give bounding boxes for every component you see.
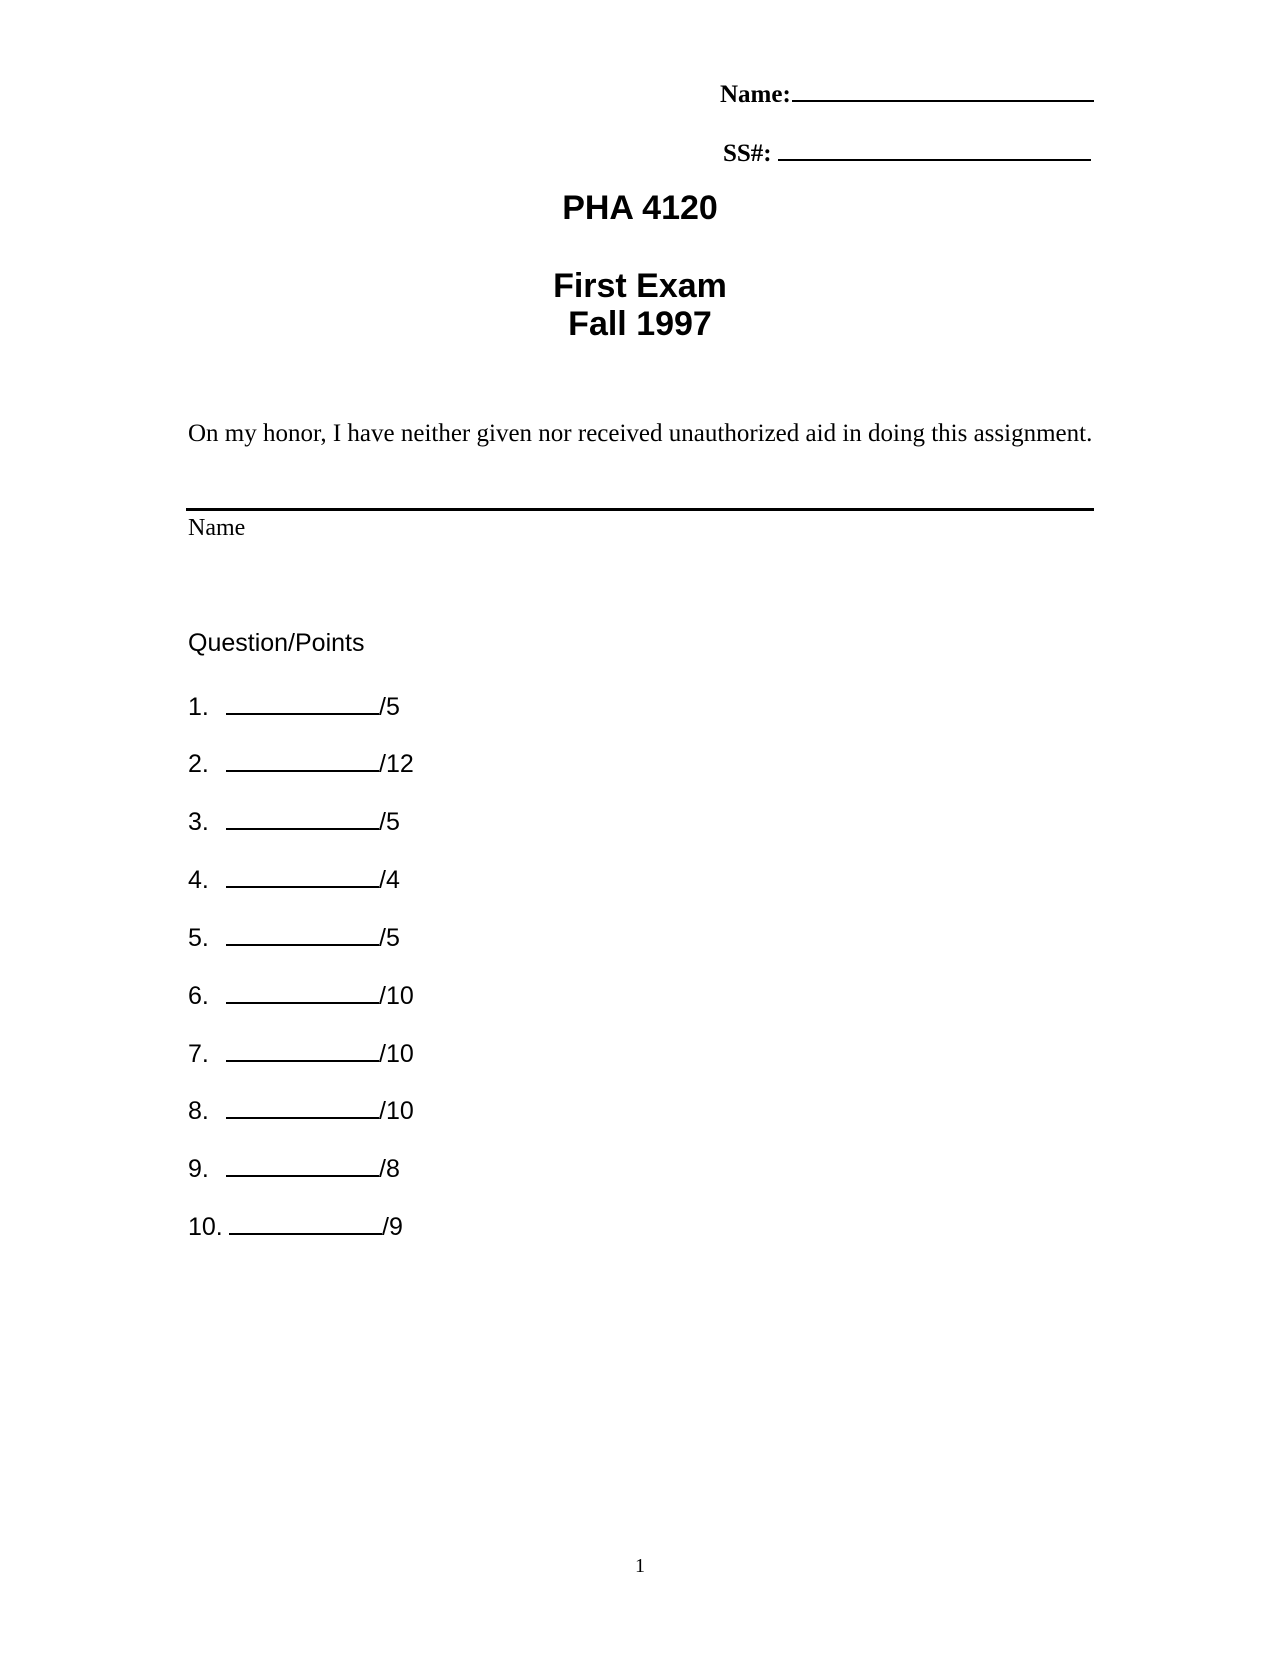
name-blank[interactable] bbox=[792, 80, 1094, 102]
max-points: /10 bbox=[379, 1040, 414, 1068]
question-number: 8. bbox=[188, 1097, 209, 1125]
question-row-10 bbox=[188, 1211, 403, 1240]
question-number: 5. bbox=[188, 924, 209, 952]
score-blank[interactable] bbox=[226, 980, 379, 1004]
max-points: /5 bbox=[379, 693, 400, 721]
signature-label: Name bbox=[188, 515, 246, 541]
question-number: 10. bbox=[188, 1213, 223, 1241]
question-row-7 bbox=[188, 1038, 414, 1067]
max-points: /8 bbox=[379, 1155, 400, 1183]
question-number: 3. bbox=[188, 808, 209, 836]
max-points: /10 bbox=[379, 982, 414, 1010]
score-blank[interactable] bbox=[226, 922, 379, 946]
points-heading: Question/Points bbox=[188, 629, 365, 657]
question-number: 9. bbox=[188, 1155, 209, 1183]
honor-statement: On my honor, I have neither given nor received unauthorized aid in doing this assignment. bbox=[188, 420, 1093, 447]
ss-label: SS#: bbox=[723, 140, 772, 167]
score-blank[interactable] bbox=[226, 748, 379, 772]
score-blank[interactable] bbox=[226, 1038, 379, 1062]
page-number: 1 bbox=[635, 1555, 645, 1577]
question-row-1 bbox=[188, 691, 400, 720]
question-number: 1. bbox=[188, 693, 209, 721]
max-points: /4 bbox=[379, 866, 400, 894]
score-blank[interactable] bbox=[226, 806, 379, 830]
max-points: /9 bbox=[382, 1213, 403, 1241]
term-title: Fall 1997 bbox=[568, 305, 712, 343]
question-number: 4. bbox=[188, 866, 209, 894]
score-blank[interactable] bbox=[226, 691, 379, 715]
ss-field[interactable] bbox=[723, 139, 1091, 166]
question-number: 2. bbox=[188, 750, 209, 778]
max-points: /5 bbox=[379, 808, 400, 836]
question-row-6 bbox=[188, 980, 414, 1009]
question-row-9 bbox=[188, 1153, 400, 1182]
question-number: 7. bbox=[188, 1040, 209, 1068]
score-blank[interactable] bbox=[229, 1211, 382, 1235]
max-points: /12 bbox=[379, 750, 414, 778]
score-blank[interactable] bbox=[226, 864, 379, 888]
score-blank[interactable] bbox=[226, 1095, 379, 1119]
exam-title: First Exam bbox=[553, 267, 727, 305]
max-points: /5 bbox=[379, 924, 400, 952]
name-field[interactable] bbox=[720, 80, 1094, 107]
score-blank[interactable] bbox=[226, 1153, 379, 1177]
question-row-4 bbox=[188, 864, 400, 893]
question-number: 6. bbox=[188, 982, 209, 1010]
signature-line[interactable] bbox=[186, 508, 1094, 511]
max-points: /10 bbox=[379, 1097, 414, 1125]
ss-blank[interactable] bbox=[778, 139, 1091, 161]
question-row-3 bbox=[188, 806, 400, 835]
name-label: Name: bbox=[720, 81, 791, 108]
question-row-8 bbox=[188, 1095, 414, 1124]
question-row-2 bbox=[188, 748, 414, 777]
question-row-5 bbox=[188, 922, 400, 951]
course-title: PHA 4120 bbox=[562, 189, 718, 227]
